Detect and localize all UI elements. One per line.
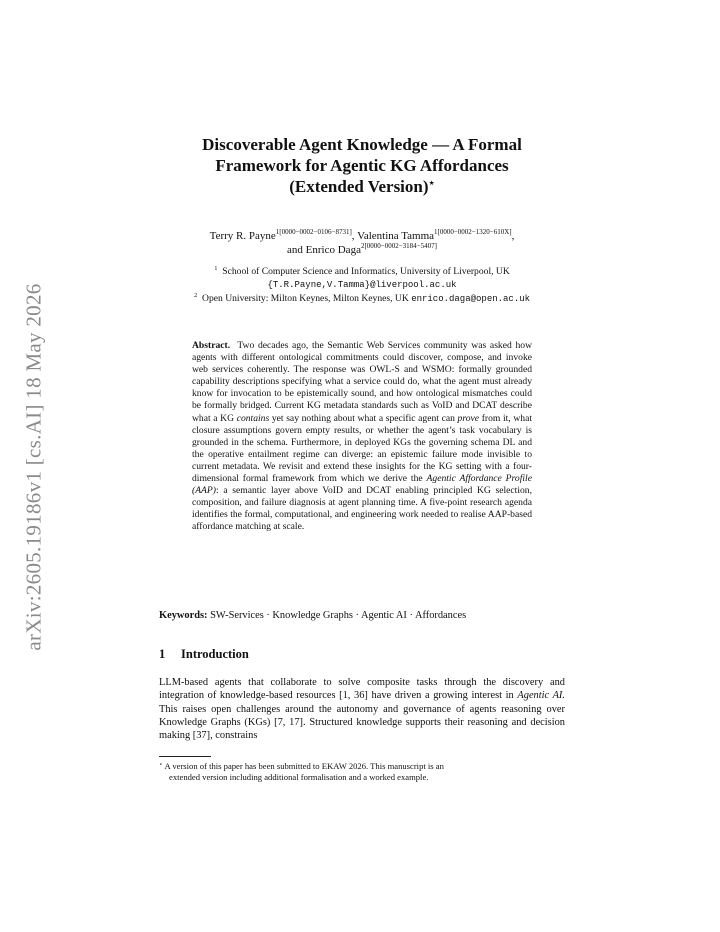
author-3-orcid: 2[0000−0002−3184−5407] [360, 242, 437, 250]
author-1-orcid: 1[0000−0002−0106−8731] [275, 228, 352, 236]
footnote-line-2: extended version including additional formalisation and a worked example. [169, 772, 429, 782]
keywords [159, 610, 565, 621]
affiliation-1-number: 1 [214, 265, 218, 272]
footnote [159, 761, 565, 783]
title-line-3-text: (Extended Version) [289, 177, 429, 196]
author-separator: , [511, 230, 515, 242]
intro-text-1: LLM-based agents that collaborate to solve composite tasks through the discovery and integration of knowledge-based resources [1, 36] have driven a growing interest in [159, 677, 565, 702]
author-3-name: Enrico Daga [305, 244, 361, 256]
affiliation-1-email: {T.R.Payne,V.Tamma}@liverpool.ac.uk [267, 280, 457, 290]
intro-text-2: This raises open challenges around the autonomy and governance of agents reasoning over Knowledge Graphs (KGs) [7, 17]. Structured knowledge supports their reasoning and decision making [37], constrains [159, 703, 565, 742]
keywords-text: SW-Services · Knowledge Graphs · Agentic AI · Affordances [210, 610, 467, 621]
intro-emphasis-agentic-ai: Agentic AI. [517, 690, 565, 702]
introduction-paragraph [159, 676, 565, 742]
paper-title [160, 134, 564, 197]
arxiv-identifier-text: arXiv:2605.19186v1 [cs.AI] 18 May 2026 [21, 283, 46, 651]
title-line-2: Framework for Agentic KG Affordances [215, 156, 509, 175]
affiliation-2-text: Open University: Milton Keynes, Milton Keynes, UK [202, 293, 409, 304]
author-1-name: Terry R. Payne [209, 230, 276, 242]
title-footnote-mark: ⋆ [428, 178, 435, 189]
footnote-rule [159, 756, 211, 757]
author-line-1 [130, 229, 594, 243]
author-2-name: Valentina Tamma [357, 230, 435, 242]
affiliation-2-number: 2 [193, 292, 198, 299]
abstract-emphasis-contains: contains [236, 412, 270, 424]
abstract-text-2: yet say nothing about what a specific agent can [271, 412, 455, 424]
author-line-2 [130, 243, 594, 257]
abstract-text-1: Two decades ago, the Semantic Web Services community was asked how agents with different ontological commitments could discover, compose, and invoke web services coherently. The response was OWL-S and WSMO: formally grounded capability descriptions specifying what a service could do, what the agent must already know for invocation to be epistemically sound, and how ontological mismatches could be formally bridged. Current KG metadata standards such as VoID and DCAT describe what a KG [192, 340, 533, 424]
affiliation-2-email: enrico.daga@open.ac.uk [411, 294, 531, 304]
section-number: 1 [159, 647, 166, 661]
affiliations [140, 265, 584, 306]
abstract-emphasis-prove: prove [457, 412, 480, 424]
author-and: and [287, 244, 303, 256]
affiliation-1 [140, 265, 584, 278]
abstract-text-3: from it, what closure assumptions govern empty results, or whether the agent’s task vocabulary is grounded in the schema. Furthermore, in deployed KGs the governing schema DL and the operative entailment regime can diverge: an epistemic failure mode invisible to current metadata. We revisit and extend these insights for the KG setting with a four-dimensional formal framework from which we derive the [192, 412, 532, 485]
section-heading [159, 647, 249, 662]
affiliation-1-text: School of Computer Science and Informatics, University of Liverpool, UK [222, 266, 510, 277]
affiliation-1-email-line [140, 278, 584, 292]
abstract-label: Abstract. [192, 340, 231, 351]
footnote-line-1: A version of this paper has been submitted to EKAW 2026. This manuscript is an [164, 761, 444, 771]
affiliation-2 [140, 292, 584, 306]
title-line-3 [160, 176, 564, 197]
author-separator: , [351, 230, 355, 242]
keywords-label: Keywords: [159, 610, 208, 621]
author-list [130, 229, 594, 257]
abstract-text-4: : a semantic layer above VoID and DCAT enabling principled KG selection, composition, and failure diagnosis at agent planning time. A five-point research agenda identifies the formal, computational, and engineering work needed to realise AAP-based affordance matching at scale. [192, 485, 532, 533]
abstract-emphasis-aap: Agentic Affordance Profile (AAP) [192, 473, 532, 497]
abstract [192, 340, 532, 534]
arxiv-identifier [14, 262, 54, 672]
footnote-mark: ⋆ [159, 762, 163, 768]
title-line-1: Discoverable Agent Knowledge — A Formal [202, 135, 522, 154]
section-title: Introduction [181, 647, 249, 661]
author-2-orcid: 1[0000−0002−1320−610X] [434, 228, 512, 236]
